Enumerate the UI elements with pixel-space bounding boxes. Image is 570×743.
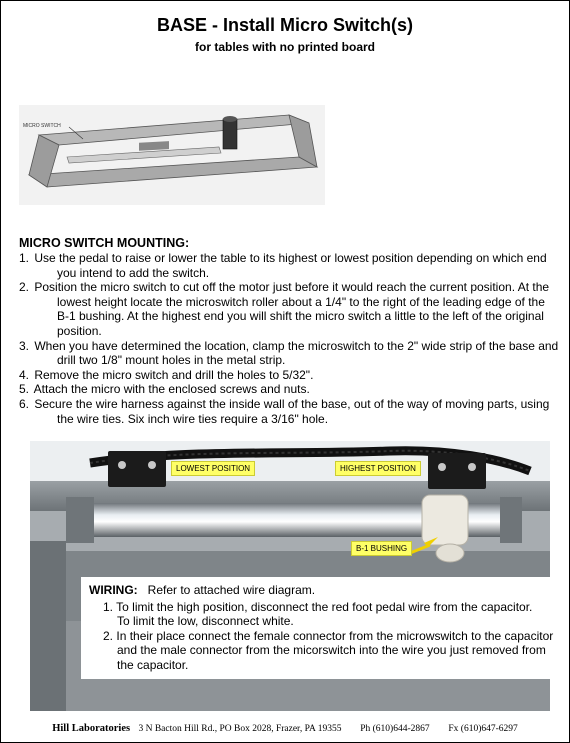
- highest-position-label: HIGHEST POSITION: [335, 461, 421, 476]
- company-address: 3 N Bacton Hill Rd., PO Box 2028, Frazer, PA 19355: [138, 724, 342, 734]
- page-title: BASE - Install Micro Switch(s): [156, 15, 414, 35]
- list-item: 2. In their place connect the female connector from the microwswitch to the capacitor and the male connector from the micorswitch into the wire you just removed from the capacitor.: [103, 628, 554, 672]
- mounting-steps: [19, 251, 559, 426]
- wiring-intro: Refer to attached wire diagram.: [147, 583, 316, 597]
- lowest-position-label: LOWEST POSITION: [171, 461, 255, 476]
- list-item: 3. When you have determined the location, clamp the microswitch to the 2" wide strip of the base and drill two 1/8" mount holes in the metal strip.: [19, 338, 559, 368]
- company-phone: Ph (610)644-2867: [360, 724, 430, 734]
- b1-bushing-label: B-1 BUSHING: [351, 541, 412, 556]
- company-name: Hill Laboratories: [52, 723, 131, 734]
- mounting-heading: MICRO SWITCH MOUNTING:: [19, 236, 190, 250]
- list-item: 2. Position the micro switch to cut off the motor just before it would reach the current position. At the lowest height locate the microswitch roller about a 1/4" to the right of the leading edge of the B-1 bushing. At the highest end you will shift the micro switch a little to the left of the original position.: [19, 280, 550, 338]
- wiring-section: [81, 577, 563, 679]
- list-item: 5. Attach the micro with the enclosed screws and nuts.: [19, 382, 310, 397]
- list-item: 6. Secure the wire harness against the inside wall of the base, out of the way of moving parts, using the wire ties. Six inch wire ties require a 3/16" hole.: [19, 396, 550, 426]
- footer: [1, 723, 569, 734]
- list-item: 1. Use the pedal to raise or lower the table to its highest or lowest position depending on which end you intend to add the switch.: [19, 251, 547, 280]
- sketch-callout: MICRO SWITCH: [23, 123, 61, 129]
- company-fax: Fx (610)647-6297: [448, 724, 518, 734]
- wiring-heading-line: [89, 583, 557, 598]
- list-item: 4. Remove the micro switch and drill the holes to 5/32".: [19, 367, 314, 382]
- list-item: 1. To limit the high position, disconnect the red foot pedal wire from the capacitor. To limit the low, disconnect white.: [103, 599, 533, 629]
- wiring-heading: WIRING:: [89, 583, 138, 597]
- page-subtitle: for tables with no printed board: [195, 40, 375, 54]
- base-sketch-illustration: [19, 105, 325, 205]
